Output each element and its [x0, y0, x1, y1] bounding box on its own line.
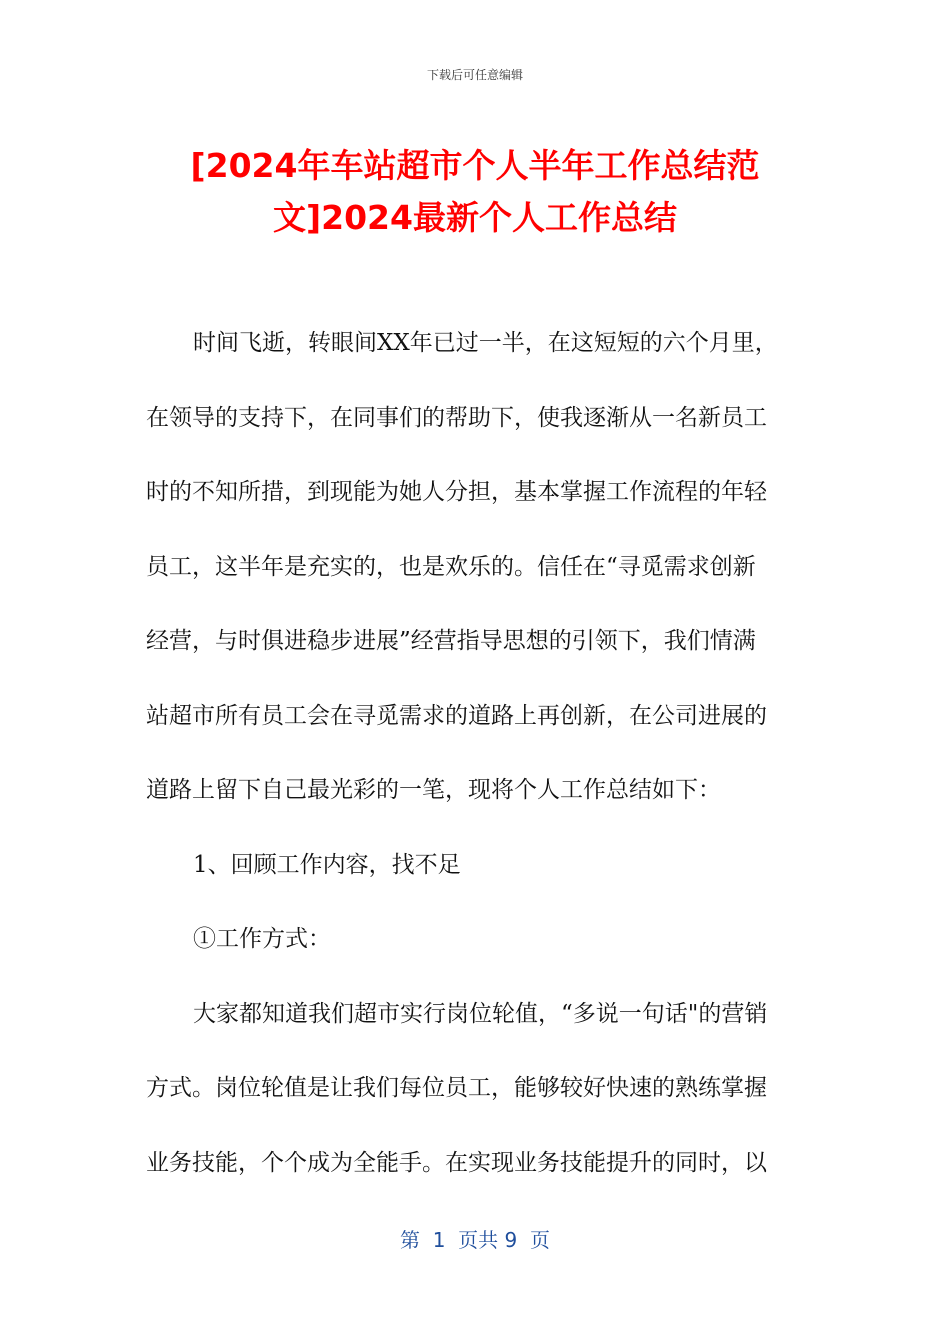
- body-line: 员工，这半年是充实的，也是欢乐的。信任在“寻觅需求创新: [146, 553, 756, 580]
- page-footer: 第 1 页共 9 页: [400, 1228, 550, 1252]
- body-line: 站超市所有员工会在寻觅需求的道路上再创新，在公司进展的: [146, 702, 767, 729]
- document-body: [146, 318, 806, 1212]
- body-line: 时的不知所措，到现能为她人分担，基本掌握工作流程的年轻: [146, 479, 767, 505]
- body-line: 业务技能，个个成为全能手。在实现业务技能提升的同时，以: [146, 1149, 767, 1176]
- body-line: 道路上留下自己最光彩的一笔，现将个人工作总结如下：: [146, 777, 721, 803]
- body-line: 时间飞逝，转眼间XX年已过一半，在这短短的六个月里，: [193, 330, 778, 356]
- document-title: [95, 140, 855, 244]
- subsection-heading: ①工作方式：: [193, 926, 331, 952]
- body-line: 大家都知道我们超市实行岗位轮值，“多说一句话"的营销: [193, 1000, 768, 1027]
- title-line-2: 文]2024最新个人工作总结: [273, 198, 677, 237]
- header-note: 下载后可任意编辑: [426, 68, 523, 82]
- body-line: 方式。岗位轮值是让我们每位员工，能够较好快速的熟练掌握: [146, 1075, 767, 1101]
- section-heading: 1、回顾工作内容，找不足: [193, 851, 461, 878]
- title-line-1: [2024年车站超市个人半年工作总结范: [190, 146, 760, 185]
- body-line: 经营，与时俱进稳步进展”经营指导思想的引领下，我们情满: [146, 628, 756, 654]
- body-line: 在领导的支持下，在同事们的帮助下，使我逐渐从一名新员工: [146, 404, 767, 431]
